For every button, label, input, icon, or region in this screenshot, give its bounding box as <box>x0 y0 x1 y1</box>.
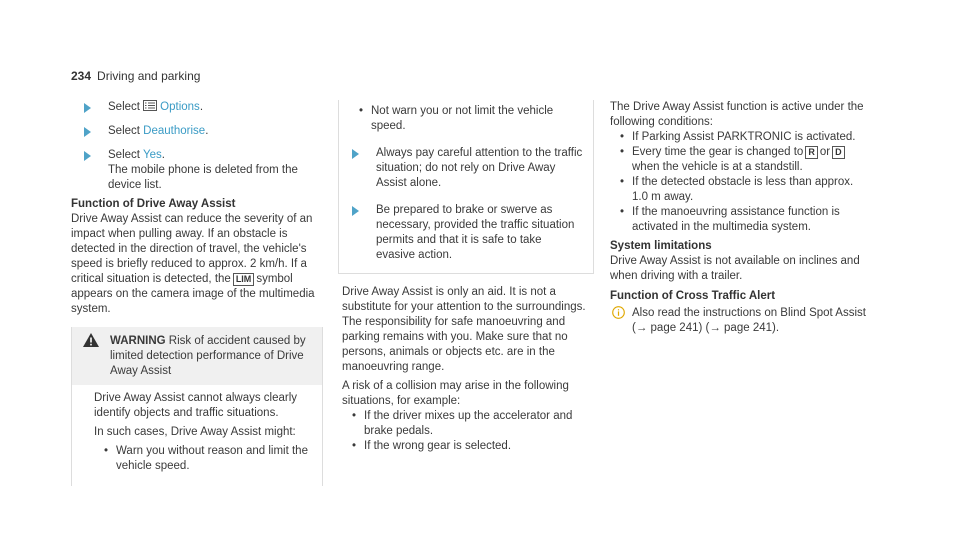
paragraph-risk: A risk of a collision may arise in the following situations, for example: <box>342 380 569 407</box>
condition-bullet-2: • Every time the gear is changed to R or Dwhen the vehicle is at a standstill. <box>610 145 866 175</box>
step-select-deauthorise: Select Deauthorise. <box>71 124 323 139</box>
risk-bullet-1: • If the driver mixes up the accelerator and brake pedals. <box>342 409 594 439</box>
warning-text-2: In such cases, Drive Away Assist might: <box>94 426 296 438</box>
arrow-right-icon <box>352 206 359 216</box>
yes-link[interactable]: Yes <box>142 149 162 161</box>
info-note: Also read the instructions on Blind Spot Assist (→ page 241) (→ page 241). <box>610 306 866 336</box>
risk-bullet-2: • If the wrong gear is selected. <box>342 439 594 454</box>
condition-bullet-4: • If the manoeuvring assistance function is activated in the multimedia system. <box>610 205 866 235</box>
step-select-options: Select Options. <box>71 100 323 115</box>
warning-continuation <box>338 100 594 274</box>
warning-label: WARNING <box>110 335 166 347</box>
page-header <box>71 69 200 84</box>
arrow-right-icon <box>84 151 91 161</box>
warning-box <box>71 327 323 486</box>
info-icon <box>612 306 625 319</box>
column-1 <box>71 100 323 486</box>
warning-bullet-1: • Warn you without reason and limit the vehicle speed. <box>94 444 310 474</box>
gear-d-icon: D <box>832 146 845 159</box>
menu-options-icon <box>143 100 157 111</box>
heading-cross-traffic-alert: Function of Cross Traffic Alert <box>610 290 776 302</box>
warning-step-attention: Always pay careful attention to the traffic situation; do not rely on Drive Away Assist alone. <box>339 146 583 191</box>
warning-bullet-2: • Not warn you or not limit the vehicle speed. <box>349 104 583 134</box>
page-number: 234 <box>71 69 92 83</box>
warning-title: Risk of accident caused by limited detection performance of Drive Away Assist <box>110 335 306 377</box>
arrow-right-icon <box>352 149 359 159</box>
arrow-right-icon <box>84 103 91 113</box>
heading-drive-away-assist: Function of Drive Away Assist <box>71 198 236 210</box>
warning-text-1: Drive Away Assist cannot always clearly identify objects and traffic situations. <box>94 392 298 419</box>
section-title: Driving and parking <box>97 69 201 83</box>
condition-bullet-3: • If the detected obstacle is less than approx. 1.0 m away. <box>610 175 866 205</box>
paragraph-conditions: The Drive Away Assist function is active under the following conditions: <box>610 101 864 128</box>
warning-body <box>72 385 322 486</box>
column-2 <box>338 100 594 454</box>
options-link[interactable]: Options <box>160 101 200 113</box>
step-select-yes: Select Yes. The mobile phone is deleted from the device list. <box>71 148 323 193</box>
paragraph-limitations: Drive Away Assist is not available on inclines and when driving with a trailer. <box>610 255 860 282</box>
deauthorise-link[interactable]: Deauthorise <box>143 125 206 137</box>
warning-header <box>72 327 322 385</box>
warning-triangle-icon <box>82 332 100 348</box>
paragraph-aid: Drive Away Assist is only an aid. It is not a substitute for your attention to the surroundings. The responsibility for safe manoeuvring and parking remains with you. Make sure that no persons, animals or objects etc. are in the manoeuvring range. <box>342 286 586 373</box>
warning-step-brake: Be prepared to brake or swerve as necessary, provided the traffic situation permits and that it is safe to take evasive action. <box>339 203 583 263</box>
gear-r-icon: R <box>805 146 818 159</box>
heading-system-limitations: System limitations <box>610 240 712 252</box>
condition-bullet-1: • If Parking Assist PARKTRONIC is activated. <box>610 130 866 145</box>
arrow-right-icon <box>84 127 91 137</box>
paragraph-drive-away: Drive Away Assist can reduce the severity of an impact when pulling away. If an obstacle is detected in the direction of travel, the vehicle's speed is briefly reduced to approx. 2 km/h. If a critical situation is detected, the LIM symbol appears on the camera image of the multimedia system. <box>71 213 315 315</box>
column-3 <box>610 100 866 336</box>
lim-symbol-icon: LIM <box>233 273 255 286</box>
step-result-text: The mobile phone is deleted from the device list. <box>108 164 298 191</box>
